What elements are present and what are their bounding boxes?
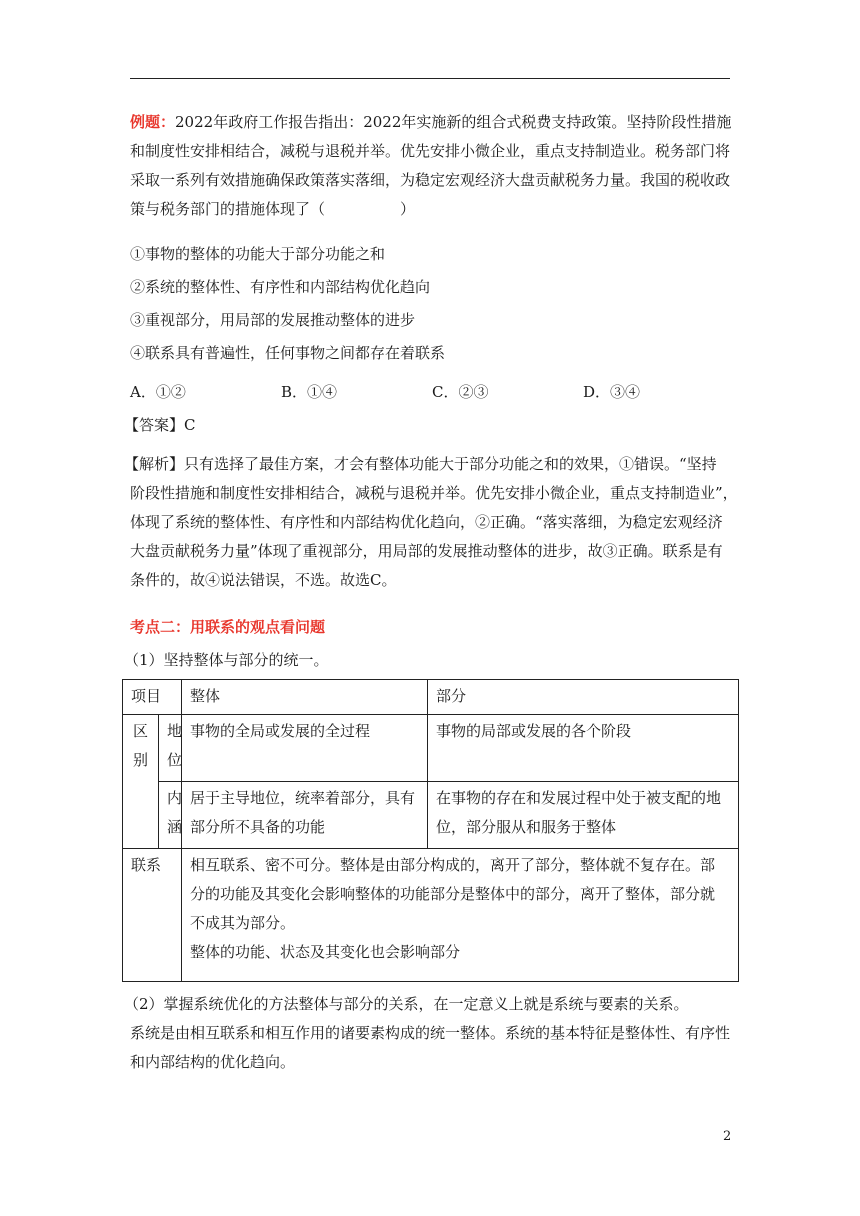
whole-part-table: [122, 679, 739, 982]
option-d: D．③④: [583, 383, 641, 401]
bottom-line-2: 和内部结构的优化趋向。: [130, 1053, 296, 1071]
header-rule: [130, 78, 730, 79]
page-number: 2: [723, 1129, 732, 1144]
table-row-diwei: [123, 715, 739, 782]
option-b: B．①④: [281, 383, 338, 401]
analysis-line-1: 【解析】只有选择了最佳方案，才会有整体功能大于部分功能之和的效果，①错误。“坚持: [124, 455, 717, 473]
statement-1: ①事物的整体的功能大于部分功能之和: [130, 245, 386, 263]
neihan-label: 内 涵: [159, 782, 182, 849]
table-header-row: [123, 680, 739, 715]
analysis: [124, 450, 736, 595]
analysis-line-2: 阶段性措施和制度性安排相结合，减税与退税并举。优先安排小微企业，重点支持制造业”，: [130, 484, 738, 502]
statements: [130, 240, 734, 372]
example-label: 例题：: [130, 113, 176, 131]
statement-3: ③重视部分，用局部的发展推动整体的进步: [130, 311, 416, 329]
analysis-line-4: 大盘贡献税务力量”体现了重视部分，用局部的发展推动整体的进步，故③正确。联系是有: [130, 542, 723, 560]
header-part: 部分: [428, 680, 739, 715]
neihan-whole: 居于主导地位，统率着部分，具有 部分所不具备的功能: [182, 782, 428, 849]
diwei-part: 事物的局部或发展的各个阶段: [428, 715, 739, 782]
subsection-2: （2）掌握系统优化的方法整体与部分的关系，在一定意义上就是系统与要素的关系。: [124, 995, 689, 1013]
bottom-text: [124, 990, 736, 1077]
bottom-line-1: 系统是由相互联系和相互作用的诸要素构成的统一整体。系统的基本特征是整体性、有序性: [130, 1024, 731, 1042]
neihan-part: 在事物的存在和发展过程中处于被支配的地 位，部分服从和服务于整体: [428, 782, 739, 849]
question-line-4: 策与税务部门的措施体现了（ ）: [130, 200, 416, 218]
example-question: [130, 108, 734, 224]
section-title: 考点二：用联系的观点看问题: [130, 618, 326, 636]
option-a: A．①②: [130, 383, 186, 401]
table-row-lianxi: [123, 849, 739, 982]
answer: 【答案】C: [124, 416, 196, 434]
question-line-2: 和制度性安排相结合，减税与退税并举。优先安排小微企业，重点支持制造业。税务部门将: [130, 142, 731, 160]
statement-4: ④联系具有普遍性，任何事物之间都存在着联系: [130, 344, 446, 362]
question-line-3: 采取一系列有效措施确保政策落实落细，为稳定宏观经济大盘贡献税务力量。我国的税收政: [130, 171, 731, 189]
header-whole: 整体: [182, 680, 428, 715]
analysis-line-5: 条件的，故④说法错误，不选。故选C。: [130, 571, 397, 589]
statement-2: ②系统的整体性、有序性和内部结构优化趋向: [130, 278, 431, 296]
subsection-1: （1）坚持整体与部分的统一。: [124, 651, 329, 669]
diwei-label: 地 位: [159, 715, 182, 782]
lianxi-content: 相互联系、密不可分。整体是由部分构成的，离开了部分，整体就不复存在。部 分的功能及其变化会影响整体的功能部分是整体中的部分，离开了整体，部分就 不成其为部分。 整体的功能、状态及其变化也会影响部分: [182, 849, 739, 982]
header-item: 项目: [123, 680, 182, 715]
diwei-whole: 事物的全局或发展的全过程: [182, 715, 428, 782]
lianxi-label: 联系: [123, 849, 182, 982]
question-line-1: 例题：2022年政府工作报告指出：2022年实施新的组合式税费支持政策。坚持阶段性措施: [130, 113, 732, 131]
table-row-neihan: [123, 782, 739, 849]
answer-options: [130, 378, 734, 407]
option-c: C．②③: [432, 383, 489, 401]
qubie-label: 区 别: [123, 715, 159, 849]
analysis-line-3: 体现了系统的整体性、有序性和内部结构优化趋向，②正确。“落实落细，为稳定宏观经济: [130, 513, 723, 531]
